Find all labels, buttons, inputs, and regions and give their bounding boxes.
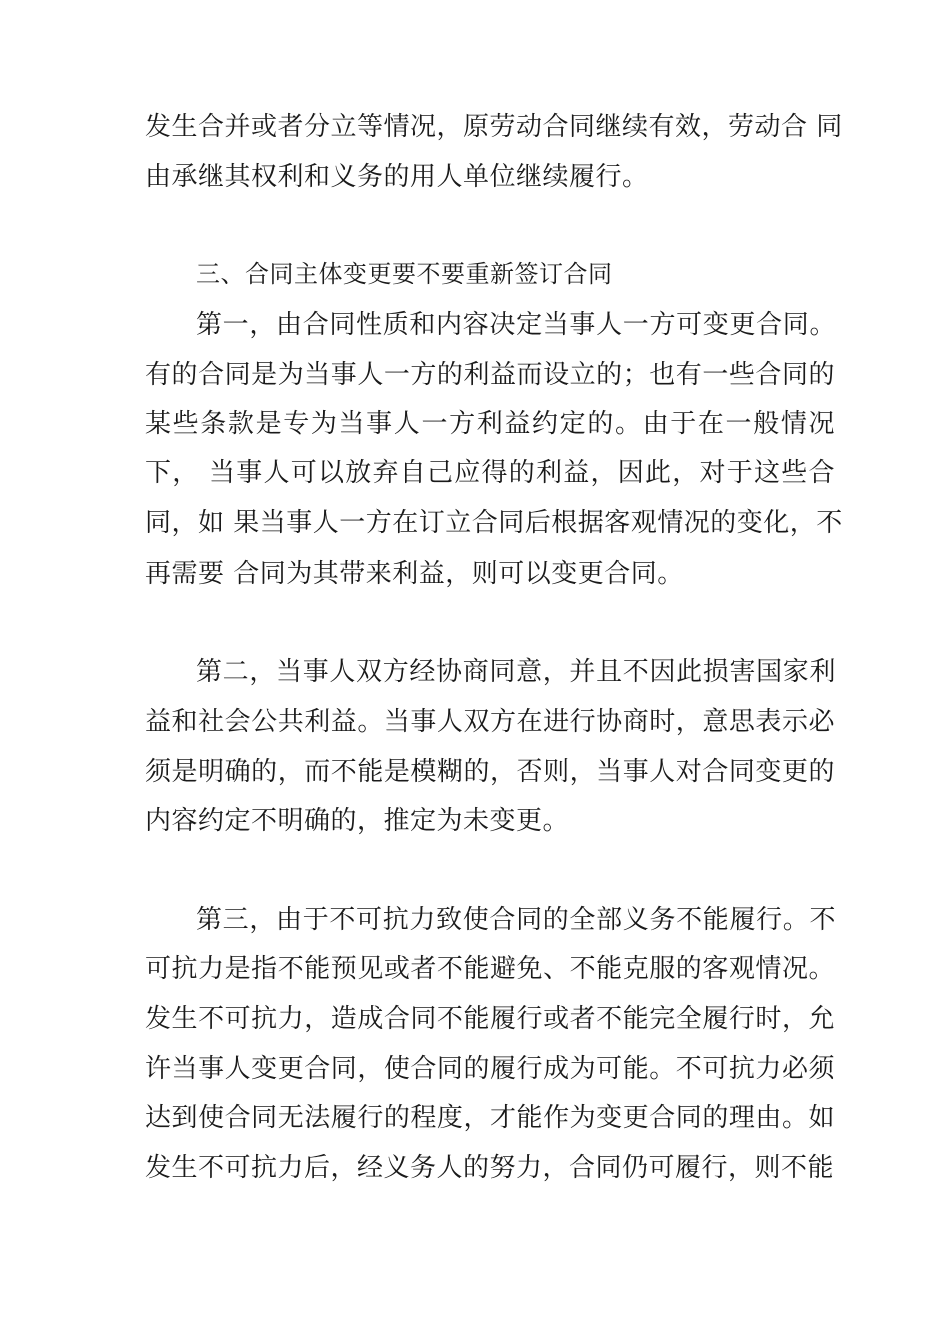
text-line: 发生合并或者分立等情况，原劳动合同继续有效，劳动合 同 [145,112,843,142]
text-line: 内容约定不明确的，推定为未变更。 [145,806,570,836]
text-line: 某些条款是专为当事人一方利益约定的。由于在一般情况 [145,409,835,439]
text-line: 下， 当事人可以放弃自己应得的利益，因此，对于这些合 [145,458,835,488]
text-line: 许当事人变更合同，使合同的履行成为可能。不可抗力必须 [145,1054,835,1084]
text-line: 发生不可抗力后，经义务人的努力，合同仍可履行，则不能 [145,1153,835,1183]
text-line: 有的合同是为当事人一方的利益而设立的；也有一些合同的 [145,360,835,390]
text-line: 第三，由于不可抗力致使合同的全部义务不能履行。不 [196,905,836,935]
text-line: 发生不可抗力，造成合同不能履行或者不能完全履行时，允 [145,1004,835,1034]
section-heading: 三、合同主体变更要不要重新签订合同 [196,260,613,288]
text-line: 达到使合同无法履行的程度，才能作为变更合同的理由。如 [145,1103,835,1133]
text-line: 由承继其权利和义务的用人单位继续履行。 [145,162,649,192]
text-line: 同，如 果当事人一方在订立合同后根据客观情况的变化，不 [145,508,843,538]
text-line: 再需要 合同为其带来利益，则可以变更合同。 [145,559,684,589]
text-line: 第二，当事人双方经协商同意，并且不因此损害国家利 [196,657,836,687]
text-line: 可抗力是指不能预见或者不能避免、不能克服的客观情况。 [145,954,835,984]
text-line: 益和社会公共利益。当事人双方在进行协商时，意思表示必 [145,707,835,737]
text-line: 第一，由合同性质和内容决定当事人一方可变更合同。 [196,310,836,340]
text-line: 须是明确的，而不能是模糊的，否则，当事人对合同变更的 [145,757,835,787]
